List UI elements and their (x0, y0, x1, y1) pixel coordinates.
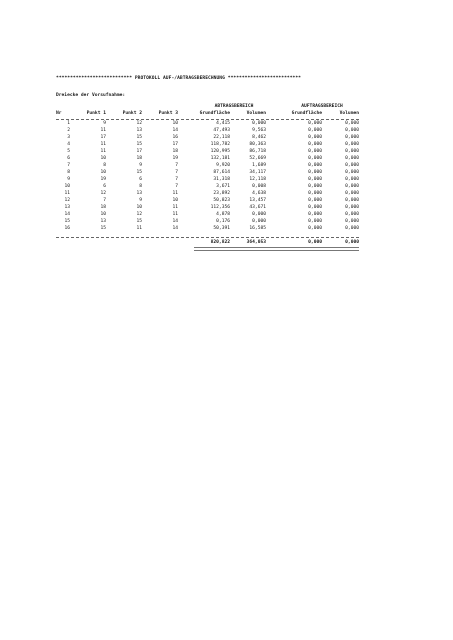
cell-auftrag-volumen: 0,000 (345, 170, 359, 175)
cell-punkt2: 13 (136, 128, 142, 133)
cell-punkt1: 8 (103, 163, 106, 168)
cell-nr: 13 (64, 205, 70, 210)
cell-nr: 5 (67, 149, 70, 154)
cell-nr: 7 (67, 163, 70, 168)
cell-nr: 10 (64, 184, 70, 189)
col-header-nr: Nr (56, 111, 62, 116)
cell-auftrag-volumen: 0,000 (345, 177, 359, 182)
auftrag-group-header: AUFTRAGSBEREICH (301, 104, 343, 109)
cell-punkt1: 15 (100, 226, 106, 231)
cell-auftrag-grundflaeche: 0,000 (308, 191, 322, 196)
cell-punkt2: 10 (136, 205, 142, 210)
table-row (56, 219, 359, 226)
cell-auftrag-grundflaeche: 0,000 (308, 121, 322, 126)
cell-nr: 2 (67, 128, 70, 133)
cell-abtrag-volumen: 0,000 (252, 219, 266, 224)
cell-punkt1: 10 (100, 170, 106, 175)
cell-abtrag-volumen: 12,118 (249, 177, 266, 182)
cell-auftrag-grundflaeche: 0,000 (308, 177, 322, 182)
total-auftrag-grundflaeche: 0,000 (308, 240, 322, 245)
cell-punkt3: 11 (172, 191, 178, 196)
cell-punkt3: 14 (172, 128, 178, 133)
cell-abtrag-volumen: 0,008 (252, 184, 266, 189)
cell-punkt3: 10 (172, 121, 178, 126)
cell-punkt3: 17 (172, 142, 178, 147)
table-row (56, 191, 359, 198)
cell-punkt2: 18 (136, 156, 142, 161)
table-row (56, 177, 359, 184)
cell-punkt3: 7 (175, 170, 178, 175)
cell-punkt2: 15 (136, 142, 142, 147)
totals-separator (56, 237, 359, 238)
cell-punkt1: 18 (100, 205, 106, 210)
cell-abtrag-volumen: 86,718 (249, 149, 266, 154)
cell-punkt1: 7 (103, 198, 106, 203)
cell-abtrag-grundflaeche: 0,176 (216, 219, 230, 224)
cell-auftrag-volumen: 0,000 (345, 163, 359, 168)
col-header-punkt2: Punkt 2 (122, 111, 142, 116)
cell-abtrag-volumen: 16,585 (249, 226, 266, 231)
cell-punkt1: 11 (100, 128, 106, 133)
cell-auftrag-volumen: 0,000 (345, 219, 359, 224)
totals-row (56, 240, 359, 247)
cell-auftrag-grundflaeche: 0,000 (308, 205, 322, 210)
cell-nr: 4 (67, 142, 70, 147)
cell-punkt3: 16 (172, 135, 178, 140)
cell-auftrag-volumen: 0,000 (345, 142, 359, 147)
cell-punkt2: 9 (139, 198, 142, 203)
triangle-table (56, 104, 359, 251)
cell-auftrag-grundflaeche: 0,000 (308, 149, 322, 154)
cell-abtrag-grundflaeche: 50,823 (213, 198, 230, 203)
cell-punkt3: 11 (172, 205, 178, 210)
cell-abtrag-grundflaeche: 47,493 (213, 128, 230, 133)
col-header-punkt1: Punkt 1 (86, 111, 106, 116)
cell-punkt1: 10 (100, 212, 106, 217)
table-row (56, 170, 359, 177)
table-row (56, 226, 359, 233)
cell-abtrag-grundflaeche: 120,995 (210, 149, 230, 154)
cell-abtrag-grundflaeche: 118,782 (210, 142, 230, 147)
cell-abtrag-grundflaeche: 50,391 (213, 226, 230, 231)
cell-abtrag-volumen: 0,000 (252, 121, 266, 126)
cell-punkt1: 10 (100, 156, 106, 161)
cell-abtrag-grundflaeche: 4,415 (216, 121, 230, 126)
cell-auftrag-grundflaeche: 0,000 (308, 226, 322, 231)
cell-punkt1: 11 (100, 142, 106, 147)
col-header-auftrag-grundflaeche: Grundfläche (291, 111, 322, 116)
cell-nr: 11 (64, 191, 70, 196)
cell-abtrag-grundflaeche: 112,356 (210, 205, 230, 210)
cell-punkt1: 19 (100, 177, 106, 182)
column-header-row (56, 111, 359, 118)
cell-nr: 16 (64, 226, 70, 231)
cell-nr: 6 (67, 156, 70, 161)
table-row (56, 142, 359, 149)
table-row (56, 205, 359, 212)
cell-punkt2: 8 (139, 184, 142, 189)
cell-auftrag-volumen: 0,000 (345, 156, 359, 161)
cell-punkt2: 12 (136, 212, 142, 217)
cell-abtrag-volumen: 9,563 (252, 128, 266, 133)
cell-punkt2: 15 (136, 170, 142, 175)
cell-abtrag-volumen: 13,457 (249, 198, 266, 203)
table-row (56, 198, 359, 205)
cell-abtrag-volumen: 34,117 (249, 170, 266, 175)
cell-auftrag-volumen: 0,000 (345, 205, 359, 210)
cell-auftrag-grundflaeche: 0,000 (308, 219, 322, 224)
table-row (56, 184, 359, 191)
cell-punkt2: 17 (136, 149, 142, 154)
col-header-auftrag-volumen: Volumen (339, 111, 359, 116)
table-row (56, 135, 359, 142)
cell-auftrag-grundflaeche: 0,000 (308, 198, 322, 203)
cell-punkt2: 13 (136, 191, 142, 196)
cell-punkt3: 7 (175, 184, 178, 189)
col-header-punkt3: Punkt 3 (158, 111, 178, 116)
cell-auftrag-grundflaeche: 0,000 (308, 184, 322, 189)
cell-punkt3: 7 (175, 163, 178, 168)
totals-double-rule (194, 247, 359, 251)
cell-punkt1: 11 (100, 149, 106, 154)
table-row (56, 163, 359, 170)
cell-nr: 12 (64, 198, 70, 203)
cell-punkt3: 7 (175, 177, 178, 182)
cell-abtrag-grundflaeche: 23,892 (213, 191, 230, 196)
table-row (56, 156, 359, 163)
table-row (56, 128, 359, 135)
cell-auftrag-grundflaeche: 0,000 (308, 156, 322, 161)
cell-punkt1: 6 (103, 184, 106, 189)
cell-punkt1: 9 (103, 121, 106, 126)
cell-abtrag-grundflaeche: 87,614 (213, 170, 230, 175)
cell-nr: 15 (64, 219, 70, 224)
total-abtrag-grundflaeche: 820,822 (210, 240, 230, 245)
cell-punkt3: 10 (172, 198, 178, 203)
cell-nr: 1 (67, 121, 70, 126)
cell-auftrag-volumen: 0,000 (345, 121, 359, 126)
cell-abtrag-grundflaeche: 31,318 (213, 177, 230, 182)
cell-auftrag-volumen: 0,000 (345, 149, 359, 154)
abtrag-group-header: ABTRAGSBEREICH (214, 104, 254, 109)
cell-abtrag-volumen: 0,000 (252, 212, 266, 217)
cell-punkt1: 17 (100, 135, 106, 140)
col-header-abtrag-grundflaeche: Grundfläche (199, 111, 230, 116)
cell-abtrag-volumen: 80,363 (249, 142, 266, 147)
cell-auftrag-volumen: 0,000 (345, 226, 359, 231)
cell-abtrag-grundflaeche: 3,671 (216, 184, 230, 189)
cell-punkt2: 9 (139, 163, 142, 168)
cell-auftrag-grundflaeche: 0,000 (308, 170, 322, 175)
total-auftrag-volumen: 0,000 (345, 240, 359, 245)
cell-abtrag-volumen: 4,638 (252, 191, 266, 196)
protocol-title: *************************** PROTOKOLL AUF-/ABTRAGSBERECHNUNG ************************** (56, 76, 301, 81)
cell-punkt3: 11 (172, 212, 178, 217)
cell-abtrag-grundflaeche: 4,878 (216, 212, 230, 217)
cell-auftrag-volumen: 0,000 (345, 212, 359, 217)
cell-punkt2: 6 (139, 177, 142, 182)
cell-punkt3: 14 (172, 226, 178, 231)
cell-nr: 8 (67, 170, 70, 175)
cell-auftrag-volumen: 0,000 (345, 128, 359, 133)
cell-auftrag-grundflaeche: 0,000 (308, 212, 322, 217)
cell-abtrag-volumen: 52,669 (249, 156, 266, 161)
cell-punkt2: 15 (136, 219, 142, 224)
cell-abtrag-grundflaeche: 132,181 (210, 156, 230, 161)
table-row (56, 212, 359, 219)
cell-auftrag-grundflaeche: 0,000 (308, 142, 322, 147)
cell-punkt2: 15 (136, 135, 142, 140)
cell-auftrag-volumen: 0,000 (345, 184, 359, 189)
table-row (56, 149, 359, 156)
cell-nr: 14 (64, 212, 70, 217)
cell-abtrag-volumen: 8,462 (252, 135, 266, 140)
group-header-row (56, 104, 359, 111)
cell-punkt3: 19 (172, 156, 178, 161)
cell-punkt1: 12 (100, 191, 106, 196)
total-abtrag-volumen: 364,053 (246, 240, 266, 245)
cell-punkt3: 18 (172, 149, 178, 154)
cell-auftrag-grundflaeche: 0,000 (308, 128, 322, 133)
cell-nr: 3 (67, 135, 70, 140)
cell-punkt1: 13 (100, 219, 106, 224)
cell-abtrag-volumen: 1,689 (252, 163, 266, 168)
cell-auftrag-volumen: 0,000 (345, 135, 359, 140)
table-row (56, 121, 359, 128)
header-separator (56, 119, 359, 120)
col-header-abtrag-volumen: Volumen (246, 111, 266, 116)
cell-abtrag-grundflaeche: 22,118 (213, 135, 230, 140)
cell-punkt2: 12 (136, 121, 142, 126)
cell-abtrag-volumen: 43,671 (249, 205, 266, 210)
cell-abtrag-grundflaeche: 9,920 (216, 163, 230, 168)
cell-auftrag-grundflaeche: 0,000 (308, 135, 322, 140)
cell-auftrag-grundflaeche: 0,000 (308, 163, 322, 168)
cell-punkt2: 11 (136, 226, 142, 231)
cell-nr: 9 (67, 177, 70, 182)
table-body (56, 121, 359, 233)
cell-auftrag-volumen: 0,000 (345, 198, 359, 203)
cell-punkt3: 14 (172, 219, 178, 224)
section-heading: Dreiecke der Vorsufnahme: (56, 93, 126, 98)
cell-auftrag-volumen: 0,000 (345, 191, 359, 196)
